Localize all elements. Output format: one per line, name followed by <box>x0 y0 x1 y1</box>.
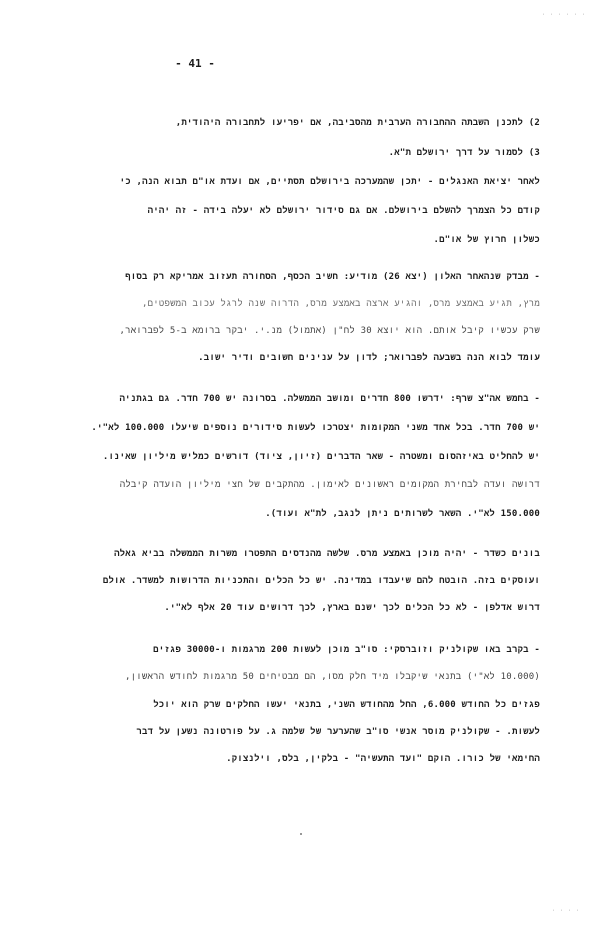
text-line: בונים כשדר - יהיה מוכן באמצע מרס. שלשה מהנדסים התפטרו משרות הממשלה בביא גאלה <box>114 549 540 559</box>
text-line: ועוסקים בזה. הובטח להם שיעבדו במדינה. יש כל הכלים והתכניות הדרושות למשדר. אולם <box>102 576 540 586</box>
text-line: 3) לסמור על דרך ירושלם ת"א. <box>388 148 540 158</box>
text-line: כשלון חרוץ של או"ם. <box>433 235 540 245</box>
text-line: - מבדק שנהאחר האלון (יצא 26) מודיע: חשיב הכסף, הסחורה תעזוב אמריקא רק בסוף <box>125 272 540 282</box>
text-line: שרק עכשיו קיבל אותם. הוא יוצא 30 לח"ן (אתמול) מנ.י. יבקר ברומא ב-5 לפברואר, <box>119 326 540 336</box>
scan-mark: · · · · · · <box>541 12 586 18</box>
text-line: - בחמש אה"צ שרף: ידרשו 800 חדרים ומושב הממשלה. בסרונה יש 700 חדר. גם בגתניה <box>119 394 540 404</box>
text-line: פגזים כל החודש 6.000, החל מהחודש השני, בתנאי יעשו החלקים שרק הוא יוכל <box>153 700 540 710</box>
text-line: לאחר יציאת האנגלים - יתכן שהמערכה בירושלם תסתיים, אם ועדת או"ם תבוא הנה, כי <box>119 177 540 187</box>
scan-speck <box>300 833 302 835</box>
text-line: יש 700 חדר. בכל אחד משני המקומות יצטרכו לעשות סידורים נוספים שיעלו 100.000 לא"י. <box>91 423 540 433</box>
text-line: דרוש אדלפן - לא כל הכלים לכך ישנם בארץ, לכך דרושים עוד 20 אלף לא"י. <box>164 603 540 613</box>
text-line: - בקרב באו שקולניק וזוברסקי: סו"ב מוכן לעשות 200 מרגמות ו-30000 פגזים <box>153 645 540 655</box>
text-line: 2) לתכנן השבתה ההחבורה הערבית מהסביבה, אם יפריעו לתחבורה היהודית, <box>175 118 540 128</box>
text-line: עומד לבוא הנה בשבעה לפברואר; לדון על ענינים חשובים ודיר ישוב. <box>198 353 540 363</box>
text-line: יש להחליט באיזהסום ומשטרה - שאר הדברים (זיון, ציוד) דורשים כמליש מיליון שאינו. <box>102 452 540 462</box>
text-line: לעשות. - שקולניק מוסר אנשי סו"ב שהערער של שלמה ג. על פורטונה נשען על דבר <box>136 727 540 737</box>
text-line: החימאי של כורו. הוקם "ועד התעשיה" - בלקין, בלס, וילנצוק. <box>226 754 540 764</box>
text-line: קודם כל הצמרך להשלם בירושלם. אם גם סידור ירושלם לא יעלה בידה - זה יהיה <box>147 206 540 216</box>
text-line: (10.000 לא"י) בתנאי שיקבלו מיד חלק מסו, הם מבטיחים 50 מרגמות לחודש הראשון, <box>125 672 540 682</box>
text-line: מרץ, תגיע באמצע מרס, והגיע ארצה באמצע מרס, הדרוה שנה לרגל עכוב המשפטים, <box>142 299 540 309</box>
text-line: דרושה ועדה לבחירת המקומים ראשונים לאימון. מהתקבים של חצי מיליון הועדה קיבלה <box>119 480 540 490</box>
scan-mark: · · · · <box>551 908 580 914</box>
page-number: - 41 - <box>175 57 215 70</box>
text-line: 150.000 לא"י. השאר לשרותים ניתן לנגב, לת"א ועוד). <box>265 509 540 519</box>
